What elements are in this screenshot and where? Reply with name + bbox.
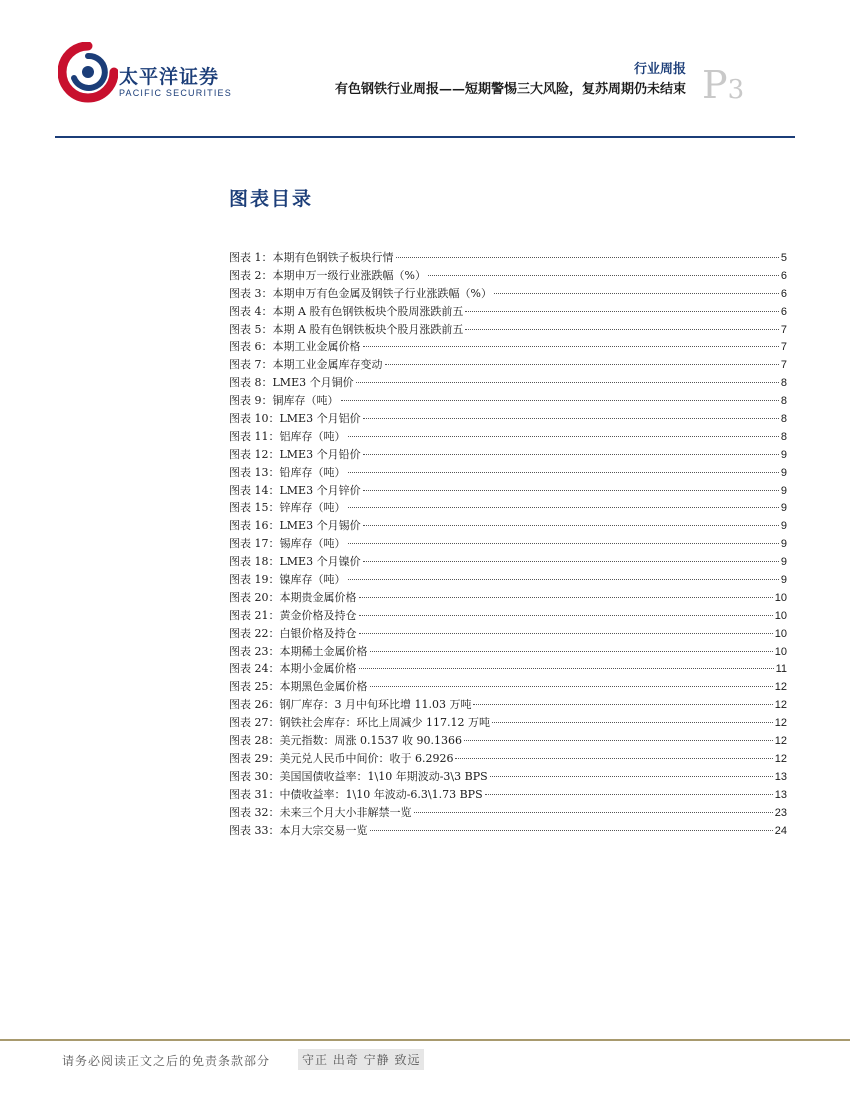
- toc-entry-page: 9: [780, 538, 787, 551]
- toc-entry-label: 图表 9：铜库存（吨）: [229, 394, 339, 408]
- toc-entry-label: 图表 28：美元指数：周涨 0.1537 收 90.1366: [229, 734, 462, 748]
- toc-entry-page: 13: [774, 788, 787, 801]
- toc-entry-page: 12: [774, 752, 787, 765]
- toc-entry-label: 图表 27：钢铁社会库存：环比上周减少 117.12 万吨: [229, 716, 490, 730]
- toc-entry-page: 7: [780, 323, 787, 336]
- toc-entry-label: 图表 33：本月大宗交易一览: [229, 823, 368, 837]
- toc-entry-page: 9: [780, 466, 787, 479]
- toc-entry-page: 8: [780, 430, 787, 443]
- toc-entry[interactable]: [229, 786, 787, 804]
- toc-entry-label: 图表 20：本期贵金属价格: [229, 590, 357, 604]
- toc-entry-label: 图表 3：本期申万有色金属及钢铁子行业涨跌幅（%）: [229, 286, 492, 300]
- toc-entry-label: 图表 18：LME3 个月镍价: [229, 555, 361, 569]
- toc-dot-leader: [363, 418, 779, 419]
- toc-entry-page: 9: [780, 502, 787, 515]
- toc-entry-label: 图表 4：本期 A 股有色钢铁板块个股周涨跌前五: [229, 304, 464, 318]
- toc-entry[interactable]: [229, 768, 787, 786]
- toc-entry-page: 6: [780, 269, 787, 282]
- toc-entry[interactable]: [229, 553, 787, 571]
- toc-entry-page: 9: [780, 448, 787, 461]
- toc-entry-page: 23: [774, 806, 787, 819]
- toc-dot-leader: [359, 615, 773, 616]
- toc-entry-label: 图表 32：未来三个月大小非解禁一览: [229, 805, 412, 819]
- toc-entry-page: 10: [774, 609, 787, 622]
- toc-dot-leader: [385, 364, 779, 365]
- toc-dot-leader: [363, 346, 779, 347]
- toc-entry[interactable]: [229, 338, 787, 356]
- toc-dot-leader: [370, 830, 773, 831]
- toc-heading: 图表目录: [229, 188, 314, 210]
- toc-list: [229, 249, 787, 839]
- toc-entry[interactable]: [229, 678, 787, 696]
- toc-entry-page: 8: [780, 413, 787, 426]
- toc-dot-leader: [363, 561, 779, 562]
- toc-dot-leader: [348, 472, 779, 473]
- toc-entry[interactable]: [229, 428, 787, 446]
- toc-entry[interactable]: [229, 732, 787, 750]
- toc-dot-leader: [464, 740, 773, 741]
- toc-dot-leader: [359, 597, 773, 598]
- toc-entry[interactable]: [229, 410, 787, 428]
- toc-dot-leader: [428, 275, 779, 276]
- toc-entry-label: 图表 23：本期稀土金属价格: [229, 644, 368, 658]
- report-title: 有色钢铁行业周报——短期警惕三大风险，复苏周期仍未结束: [334, 82, 686, 97]
- toc-entry-page: 10: [774, 591, 787, 604]
- toc-entry-page: 7: [780, 341, 787, 354]
- toc-entry[interactable]: [229, 660, 787, 678]
- toc-entry-label: 图表 1：本期有色钢铁子板块行情: [229, 251, 394, 264]
- toc-entry-page: 9: [780, 484, 787, 497]
- toc-entry-page: 9: [780, 574, 787, 587]
- toc-entry[interactable]: [229, 392, 787, 410]
- toc-entry-label: 图表 8：LME3 个月铜价: [229, 376, 354, 390]
- toc-entry[interactable]: [229, 285, 787, 303]
- toc-entry[interactable]: [229, 714, 787, 732]
- toc-entry-page: 8: [780, 377, 787, 390]
- toc-entry[interactable]: [229, 517, 787, 535]
- toc-dot-leader: [465, 329, 778, 330]
- footer-divider: [0, 1039, 850, 1041]
- toc-entry-label: 图表 15：锌库存（吨）: [229, 501, 346, 515]
- toc-dot-leader: [363, 490, 779, 491]
- toc-dot-leader: [492, 722, 773, 723]
- toc-dot-leader: [455, 758, 772, 759]
- toc-entry[interactable]: [229, 499, 787, 517]
- toc-dot-leader: [359, 633, 773, 634]
- toc-entry-page: 6: [780, 287, 787, 300]
- toc-dot-leader: [485, 794, 773, 795]
- toc-entry-label: 图表 17：锡库存（吨）: [229, 537, 346, 551]
- page-number: 3: [727, 75, 745, 105]
- toc-entry-page: 12: [774, 717, 787, 730]
- toc-entry[interactable]: [229, 571, 787, 589]
- toc-entry-label: 图表 31：中债收益率：1\10 年波动-6.3\1.73 BPS: [229, 787, 483, 801]
- toc-entry-label: 图表 16：LME3 个月锡价: [229, 519, 361, 533]
- toc-entry-page: 12: [774, 735, 787, 748]
- toc-entry-page: 9: [780, 556, 787, 569]
- toc-entry-label: 图表 10：LME3 个月铝价: [229, 412, 361, 426]
- toc-entry-label: 图表 7：本期工业金属库存变动: [229, 358, 383, 372]
- toc-entry-label: 图表 19：镍库存（吨）: [229, 573, 346, 587]
- toc-entry[interactable]: [229, 535, 787, 553]
- toc-entry-label: 图表 22：白银价格及持仓: [229, 626, 357, 640]
- toc-entry-label: 图表 6：本期工业金属价格: [229, 340, 361, 354]
- toc-entry[interactable]: [229, 249, 787, 267]
- toc-entry-page: 8: [780, 395, 787, 408]
- toc-dot-leader: [348, 436, 779, 437]
- toc-dot-leader: [341, 400, 779, 401]
- toc-dot-leader: [348, 543, 779, 544]
- toc-entry-label: 图表 26：钢厂库存：3 月中旬环比增 11.03 万吨: [229, 698, 472, 712]
- pacific-securities-logo-icon: [58, 42, 118, 108]
- toc-entry[interactable]: [229, 321, 787, 339]
- toc-entry-label: 图表 2：本期申万一级行业涨跌幅（%）: [229, 268, 426, 282]
- toc-entry[interactable]: [229, 267, 787, 285]
- toc-entry-label: 图表 24：本期小金属价格: [229, 662, 357, 676]
- toc-entry[interactable]: [229, 374, 787, 392]
- toc-entry-label: 图表 12：LME3 个月铅价: [229, 447, 361, 461]
- toc-dot-leader: [473, 704, 772, 705]
- toc-dot-leader: [396, 257, 779, 258]
- toc-entry-page: 12: [774, 681, 787, 694]
- toc-entry[interactable]: [229, 750, 787, 768]
- report-type: 行业周报: [633, 62, 686, 77]
- toc-entry[interactable]: [229, 696, 787, 714]
- toc-entry-page: 9: [780, 520, 787, 533]
- toc-entry-label: 图表 29：美元兑人民币中间价：收于 6.2926: [229, 751, 454, 765]
- toc-dot-leader: [370, 686, 773, 687]
- toc-entry[interactable]: [229, 804, 787, 822]
- toc-entry-page: 5: [780, 252, 787, 264]
- toc-entry[interactable]: [229, 446, 787, 464]
- toc-entry-page: 10: [774, 645, 787, 658]
- toc-dot-leader: [414, 812, 773, 813]
- toc-entry-page: 7: [780, 359, 787, 372]
- brand-name-cn: 太平洋证券: [119, 66, 220, 88]
- header-divider: [55, 136, 795, 138]
- toc-entry-page: 24: [774, 824, 787, 837]
- toc-entry[interactable]: [229, 464, 787, 482]
- toc-entry-label: 图表 14：LME3 个月锌价: [229, 483, 361, 497]
- toc-entry-label: 图表 30：美国国债收益率：1\10 年期波动-3\3 BPS: [229, 769, 488, 783]
- toc-dot-leader: [348, 579, 779, 580]
- brand-name-en: PACIFIC SECURITIES: [119, 88, 232, 98]
- page-letter: P: [702, 63, 728, 107]
- toc-entry-label: 图表 25：本期黑色金属价格: [229, 680, 368, 694]
- toc-entry-label: 图表 5：本期 A 股有色钢铁板块个股月涨跌前五: [229, 322, 464, 336]
- toc-entry[interactable]: [229, 356, 787, 374]
- toc-entry-page: 12: [774, 699, 787, 712]
- toc-entry[interactable]: [229, 822, 787, 840]
- toc-dot-leader: [494, 293, 779, 294]
- toc-dot-leader: [348, 507, 779, 508]
- toc-entry[interactable]: [229, 607, 787, 625]
- toc-dot-leader: [490, 776, 773, 777]
- toc-entry-page: 13: [774, 770, 787, 783]
- toc-entry[interactable]: [229, 482, 787, 500]
- footer-disclaimer: 请务必阅读正文之后的免责条款部分: [62, 1054, 271, 1068]
- toc-entry-label: 图表 11：铝库存（吨）: [229, 429, 346, 443]
- toc-entry-label: 图表 21：黄金价格及持仓: [229, 608, 357, 622]
- toc-entry[interactable]: [229, 625, 787, 643]
- toc-entry[interactable]: [229, 643, 787, 661]
- toc-dot-leader: [465, 311, 778, 312]
- footer-motto: 守正 出奇 宁静 致远: [298, 1049, 424, 1070]
- toc-dot-leader: [356, 382, 779, 383]
- toc-entry[interactable]: [229, 303, 787, 321]
- toc-entry-label: 图表 13：铅库存（吨）: [229, 465, 346, 479]
- toc-entry-page: 11: [775, 663, 787, 676]
- page-marker: [702, 63, 745, 107]
- toc-dot-leader: [363, 525, 779, 526]
- toc-dot-leader: [359, 668, 774, 669]
- toc-entry-page: 10: [774, 627, 787, 640]
- toc-dot-leader: [370, 651, 773, 652]
- toc-entry[interactable]: [229, 589, 787, 607]
- toc-entry-page: 6: [780, 305, 787, 318]
- toc-dot-leader: [363, 454, 779, 455]
